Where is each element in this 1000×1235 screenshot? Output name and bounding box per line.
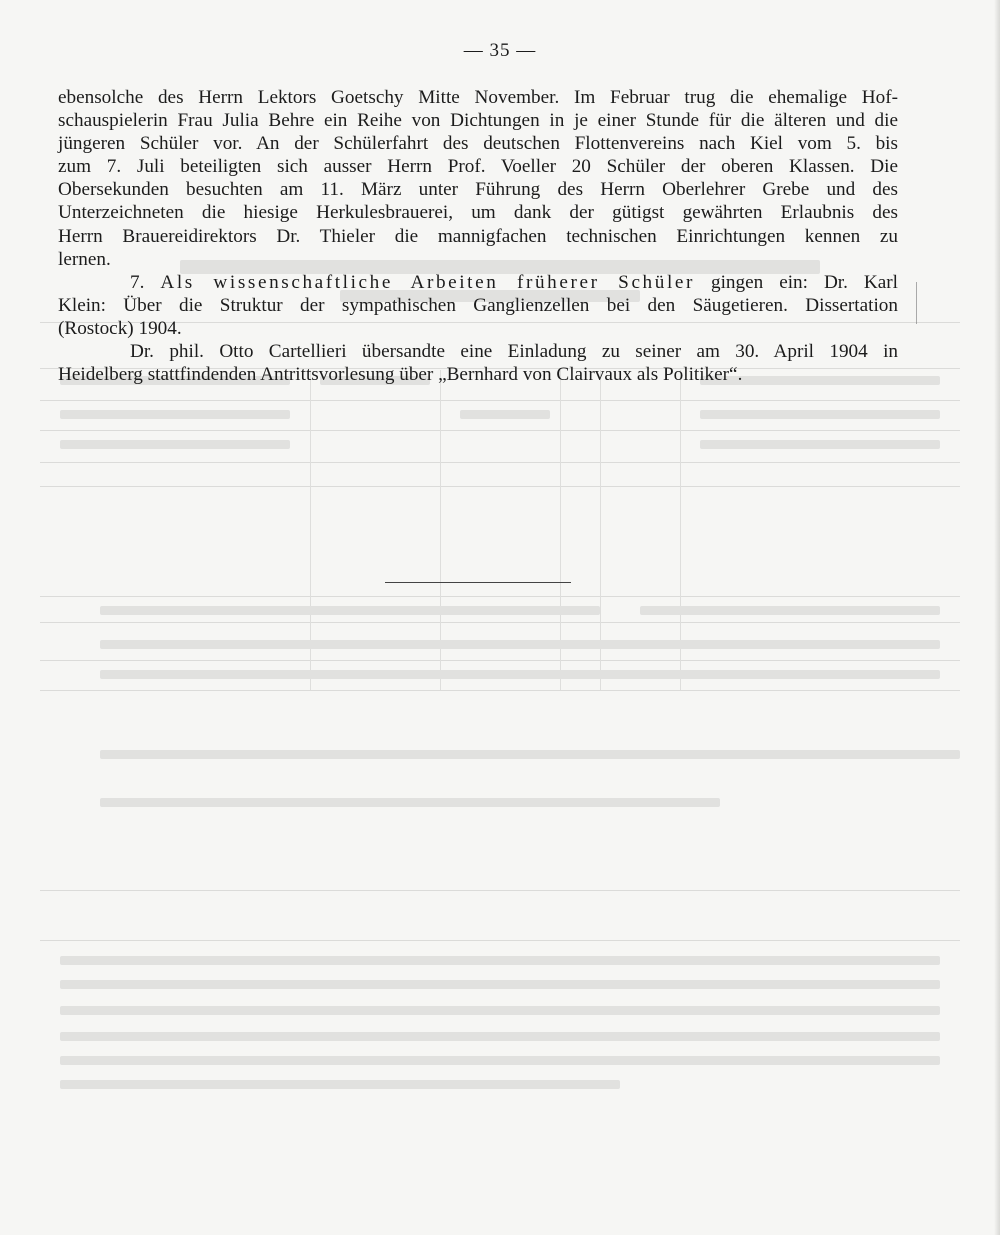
paragraph-invitation — [58, 340, 898, 386]
text-line: schauspielerin Frau Julia Behre ein Reihe von Dichtungen in je einer Stunde für die älteren und die — [58, 110, 898, 132]
text-line: Unterzeichneten die hiesige Herkulesbrauerei, um dank der gütigst gewährten Erlaubnis des — [58, 202, 898, 224]
text-line: lernen. — [58, 248, 111, 270]
text-line: Heidelberg stattfindenden Antrittsvorlesung über „Bernhard von Clairvaux als Politiker“. — [58, 364, 743, 386]
text-line: jüngeren Schüler vor. An der Schülerfahrt des deutschen Flottenvereins nach Kiel vom 5. bis — [58, 133, 898, 155]
text-line: zum 7. Juli beteiligten sich ausser Herrn Prof. Voeller 20 Schüler der oberen Klassen. Die — [58, 156, 898, 178]
paragraph-scientific-works — [58, 271, 898, 340]
page-number: — 35 — — [463, 40, 537, 61]
text-line: Dr. phil. Otto Cartellieri übersandte eine Einladung zu seiner am 30. April 1904 in — [130, 341, 898, 363]
page-edge-shadow — [994, 0, 1000, 1235]
paragraph-school-events — [58, 86, 898, 271]
text-body — [58, 86, 898, 386]
spaced-heading: Als wissenschaftliche Arbeiten früherer Schüler — [160, 271, 695, 293]
text-fragment: gingen ein: Dr. Karl — [710, 271, 899, 293]
text-line: Herrn Brauereidirektors Dr. Thieler die mannigfachen technischen Einrichtungen kennen zu — [58, 225, 898, 247]
section-number: 7. — [130, 271, 145, 293]
text-line: ebensolche des Herrn Lektors Goetschy Mitte November. Im Februar trug die ehemalige Hof- — [58, 87, 898, 108]
text-line — [58, 271, 898, 294]
text-line: Obersekunden besuchten am 11. März unter Führung des Herrn Oberlehrer Grebe und des — [58, 179, 898, 201]
section-divider — [385, 582, 571, 583]
margin-mark — [916, 282, 917, 324]
text-line: Klein: Über die Struktur der sympathischen Ganglienzellen bei den Säugetieren. Dissertation — [58, 294, 898, 316]
text-line: (Rostock) 1904. — [58, 317, 182, 339]
